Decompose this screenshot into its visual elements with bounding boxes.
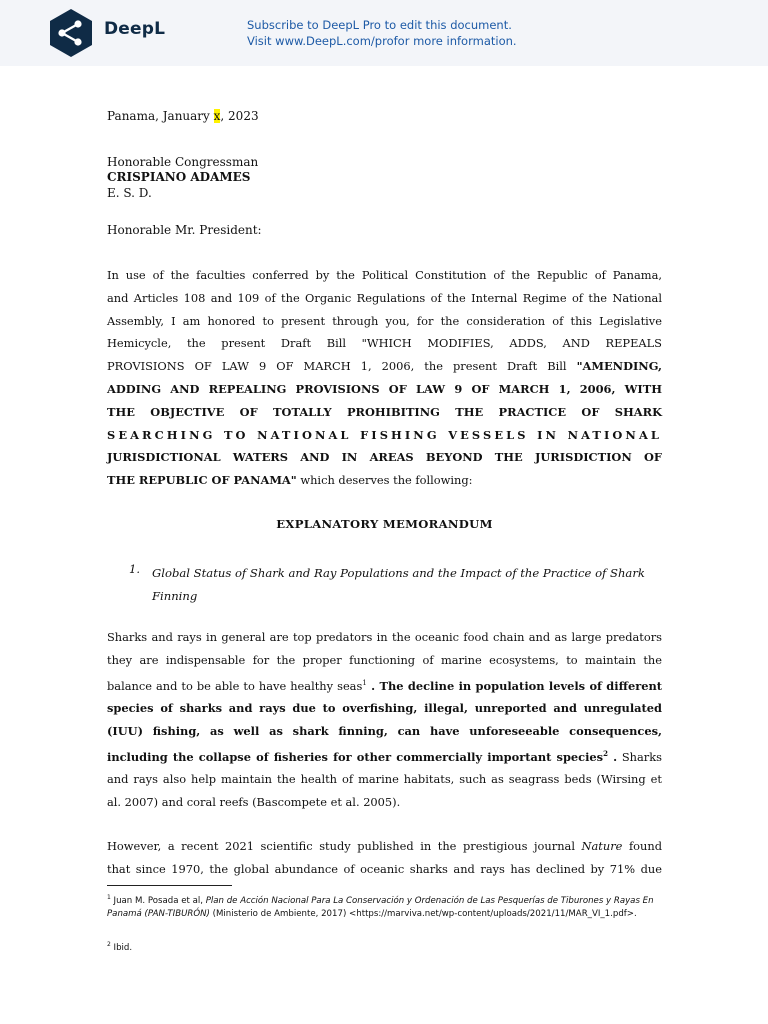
footnote-2: [107, 938, 662, 955]
p1-line-5: (IUU) fishing, as well as shark finning, can have unforeseeable consequences,: [107, 723, 662, 738]
p1-line-3: [107, 672, 662, 698]
footnote-2-text: Ibid.: [110, 942, 133, 953]
p1-line-6-bold-end: .: [607, 749, 618, 764]
p1-line-6-plain: Sharks: [617, 749, 663, 764]
intro-line-2: and Articles 108 and 109 of the Organic Regulations of the Internal Regime of the National: [107, 290, 662, 305]
greeting: Honorable Mr. President:: [107, 223, 262, 237]
p1-line-1: Sharks and rays in general are top predators in the oceanic food chain and as large predators: [107, 630, 662, 644]
intro-line-5: [107, 355, 662, 378]
p1-line-6: [107, 743, 662, 769]
intro-line-3: Assembly, I am honored to present through you, for the consideration of this Legislative: [107, 313, 662, 328]
journal-name: Nature: [581, 839, 623, 853]
footnote-1-marker: 1: [107, 894, 111, 901]
footnote-1: [107, 891, 662, 922]
bill-title-line-1: ADDING AND REPEALING PROVISIONS OF LAW 9 OF MARCH 1, 2006, WITH: [107, 381, 662, 396]
intro-line-5-plain: PROVISIONS OF LAW 9 OF MARCH 1, 2006, the present Draft Bill: [107, 359, 577, 374]
footnote-1-citation: (Ministerio de Ambiente, 2017) <https://marviva.net/wp-content/uploads/2021/11/MAR_VI_1.pdf>.: [209, 909, 637, 920]
p2-line-1: [107, 835, 662, 858]
footnote-ref-1[interactable]: 1: [362, 678, 367, 687]
deepl-pro-link[interactable]: www.DeepL.com/pro: [275, 34, 394, 48]
p1-line-8: al. 2007) and coral reefs (Bascompete et al. 2005).: [107, 795, 401, 810]
p2-line-1-plain: However, a recent 2021 scientific study published in the prestigious journal: [107, 839, 582, 853]
footnote-2-marker: 2: [107, 941, 111, 948]
memo-heading: EXPLANATORY MEMORANDUM: [276, 517, 493, 531]
banner-line-1: Subscribe to DeepL Pro to edit this document.: [247, 18, 512, 32]
section-number: 1.: [129, 562, 141, 576]
bill-title-line-2: THE OBJECTIVE OF TOTALLY PROHIBITING THE PRACTICE OF SHARK: [107, 404, 662, 419]
banner-more-info: for more information.: [393, 34, 517, 48]
intro-last-line: [107, 469, 662, 492]
body-paragraph-1: [107, 626, 662, 814]
footnote-1-title: Plan de Acción Nacional Para La Conservación y Ordenación de Las Pesquerías de Tiburones y Rayas En Panamá (PAN-TIBURÓN): [107, 895, 654, 920]
date-prefix: Panama, January: [107, 109, 214, 123]
banner-line-2: [247, 33, 517, 49]
section-title: [152, 562, 662, 608]
brand-name[interactable]: DeepL: [104, 19, 166, 39]
date-suffix: , 2023: [220, 109, 259, 123]
bill-title-line-4: JURISDICTIONAL WATERS AND IN AREAS BEYOND THE JURISDICTION OF: [107, 450, 662, 465]
p1-line-3-plain: balance and to be able to have healthy seas: [107, 678, 363, 693]
p1-line-6-bold: including the collapse of fisheries for other commercially important species: [107, 749, 604, 764]
footnote-divider: [107, 885, 232, 886]
intro-closing-text: which deserves the following:: [296, 473, 473, 488]
footnote-1-author: Juan M. Posada et al,: [110, 895, 206, 906]
deepl-banner: [0, 0, 768, 66]
p1-line-2: they are indispensable for the proper functioning of marine ecosystems, to maintain the: [107, 652, 662, 667]
date-placeholder-highlight: x: [213, 109, 221, 123]
p2-line-2: that since 1970, the global abundance of oceanic sharks and rays has declined by 71% due: [107, 861, 662, 876]
p2-line-1-end: found: [622, 839, 662, 853]
intro-line-1: In use of the faculties conferred by the Political Constitution of the Republic of Panama,: [107, 268, 662, 282]
deepl-logo-icon[interactable]: [46, 8, 96, 58]
banner-message: [247, 17, 517, 49]
section-title-line-1: Global Status of Shark and Ray Populations and the Impact of the Practice of Shark: [152, 566, 645, 580]
bill-title-end: THE REPUBLIC OF PANAMA": [107, 473, 297, 488]
recipient-name: CRISPIANO ADAMES: [107, 170, 251, 184]
footnote-ref-2[interactable]: 2: [603, 748, 608, 758]
p1-line-4: species of sharks and rays due to overfishing, illegal, unreported and unregulated: [107, 701, 662, 716]
intro-line-5-bold: "AMENDING,: [576, 359, 662, 374]
p1-line-7: and rays also help maintain the health of marine habitats, such as seagrass beds (Wirsing et: [107, 772, 662, 787]
section-title-line-2: Finning: [152, 588, 198, 603]
recipient-abbrev: E. S. D.: [107, 186, 152, 200]
intro-line-4: Hemicycle, the present Draft Bill "WHICH MODIFIES, ADDS, AND REPEALS: [107, 336, 662, 351]
body-paragraph-2: [107, 835, 662, 881]
p1-line-3-bold: . The decline in population levels of different: [366, 678, 662, 693]
letter-date: [107, 109, 662, 125]
bill-title-line-3: SEARCHING TO NATIONAL FISHING VESSELS IN NATIONAL: [107, 427, 662, 442]
intro-paragraph: [107, 264, 662, 492]
banner-visit-label: Visit: [247, 34, 276, 48]
salutation-title: Honorable Congressman: [107, 155, 259, 169]
